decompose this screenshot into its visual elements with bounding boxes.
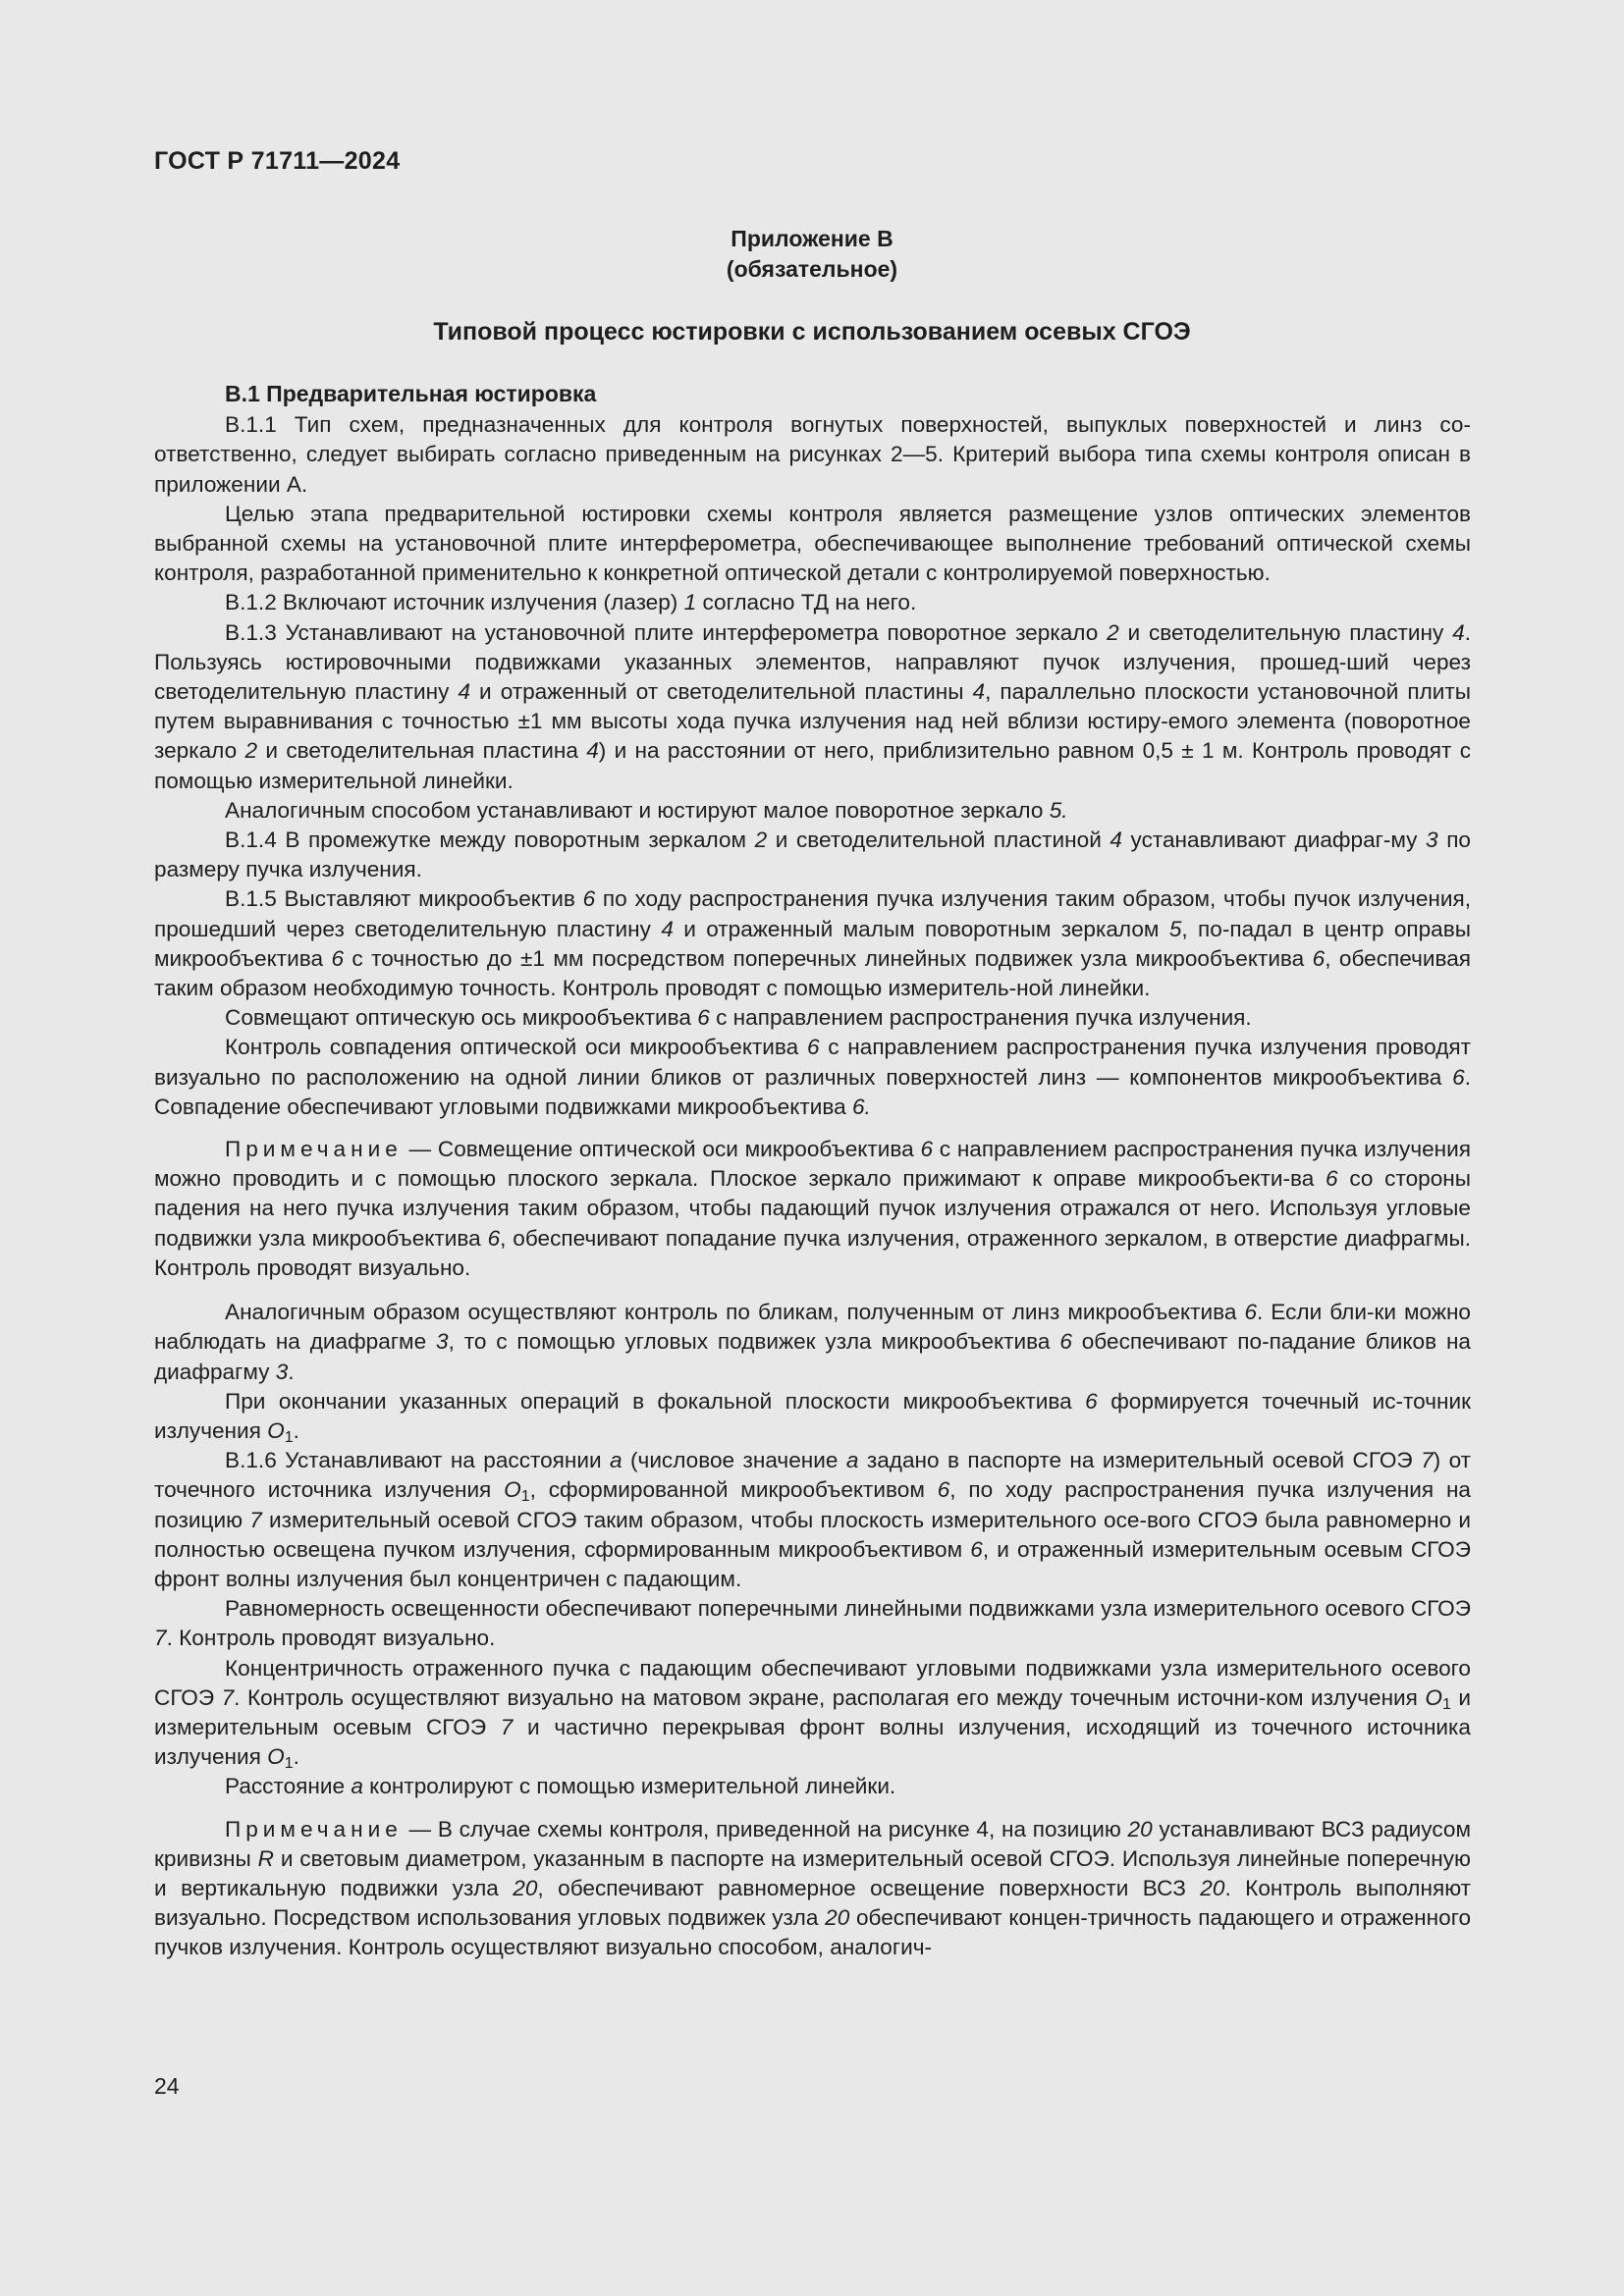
- paragraph-goal: Целью этапа предварительной юстировки схемы контроля является размещение узлов оптических элементов выбранной схемы на установочной плите интерферометра, обеспечивающее выполнение требований оптической схемы контроля, разработанной применительно к конкретной оптической детали с контролируемой поверхностью.: [154, 501, 1471, 586]
- paragraph-point-source: При окончании указанных операций в фокальной плоскости микрообъектива 6 формируется точечный ис-точник излучения $O_1$.: [154, 1388, 1471, 1446]
- paragraph-b-1-5: В.1.5 Выставляют микрообъектив 6 по ходу распространения пучка излучения таким образом, чтобы пучок излучения, прошедший через светоделительную пластину 4 и отраженный малым поворотным зеркалом 5, по-падал в центр оправы микрообъектива 6 с точностью до ±1 мм посредством поперечных линейных подвижек узла микрообъектива 6, обеспечивая таким образом необходимую точность. Контроль проводят с помощью измеритель-ной линейки.: [154, 886, 1472, 1001]
- paragraph-uniformity: Равномерность освещенности обеспечивают поперечными линейными подвижками узла измерительного осевого СГОЭ 7. Контроль проводят визуально.: [154, 1596, 1471, 1651]
- paragraph-distance-control: Расстояние a контролируют с помощью измерительной линейки.: [225, 1774, 896, 1799]
- paragraph-glare-control: Аналогичным образом осуществляют контроль по бликам, полученным от линз микрообъектива 6. Если бли-ки можно наблюдать на диафрагме 3, то с помощью угловых подвижек узла микрообъектива 6 обеспечивают по-падание бликов на диафрагму 3.: [154, 1300, 1471, 1384]
- paragraph-b-1-4: В.1.4 В промежутке между поворотным зеркалом 2 и светоделительной пластиной 4 устанавливают диафраг-му 3 по размеру пучка излучения.: [154, 828, 1471, 882]
- section-heading: В.1 Предварительная юстировка: [225, 381, 597, 406]
- appendix-heading: [0, 224, 1624, 285]
- paragraph-small-mirror: Аналогичным способом устанавливают и юстируют малое поворотное зеркало 5.: [225, 797, 1068, 823]
- appendix-title: Типовой процесс юстировки с использованием осевых СГОЭ: [433, 318, 1191, 346]
- paragraph-b-1-6: В.1.6 Устанавливают на расстоянии a (числовое значение a задано в паспорте на измерительный осевой СГОЭ 7) от точечного источника излучения $O_1$, сформированной микрообъективом 6, по ходу распространения пучка излучения на позицию 7 измерительный осевой СГОЭ таким образом, чтобы плоскость измерительного осе-вого СГОЭ была равномерно и полностью освещена пучком излучения, сформированным микрообъективом 6, и отраженный измерительным осевым СГОЭ фронт волны излучения был концентричен с падающим.: [154, 1448, 1471, 1591]
- note-figure-4: Примечание — В случае схемы контроля, приведенной на рисунке 4, на позицию 20 устанавливают ВСЗ радиусом кривизны R и световым диаметром, указанным в паспорте на измерительный осевой СГОЭ. Используя линейные поперечную и вертикальную подвижки узла 20, обеспечивают равномерное освещение поверхности ВСЗ 20. Контроль выполняют визуально. Посредством использования угловых подвижек узла 20 обеспечивают концен-тричность падающего и отраженного пучков излучения. Контроль осуществляют визуально способом, аналогич-: [154, 1816, 1472, 1960]
- page-number: 24: [154, 2073, 180, 2099]
- note-flat-mirror: Примечание — Совмещение оптической оси микрообъектива 6 с направлением распространения пучка излучения можно проводить и с помощью плоского зеркала. Плоское зеркало прижимают к оправе микрообъекти-ва 6 со стороны падения на него пучка излучения таким образом, чтобы падающий пучок излучения отражался от него. Используя угловые подвижки узла микрообъектива 6, обеспечивают попадание пучка излучения, отраженного зеркалом, в отверстие диафрагмы. Контроль проводят визуально.: [154, 1137, 1471, 1280]
- paragraph-b-1-3: В.1.3 Устанавливают на установочной плите интерферометра поворотное зеркало 2 и светоделительную пластину 4. Пользуясь юстировочными подвижками указанных элементов, направляют пучок излучения, прошед-ший через светоделительную пластину 4 и отраженный от светоделительной пластины 4, параллельно плоскости установочной плиты путем выравнивания с точностью ±1 мм высоты хода пучка излучения над ней вблизи юстиру-емого элемента (поворотное зеркало 2 и светоделительная пластина 4) и на расстоянии от него, приблизительно равном 0,5 ± 1 м. Контроль проводят с помощью измерительной линейки.: [154, 619, 1471, 793]
- paragraph-axis-alignment: Совмещают оптическую ось микрообъектива 6 с направлением распространения пучка излучения.: [225, 1005, 1252, 1031]
- appendix-status: (обязательное): [726, 256, 898, 282]
- paragraph-b-1-2: В.1.2 Включают источник излучения (лазер) 1 согласно ТД на него.: [225, 590, 917, 615]
- appendix-label: Приложение В: [731, 226, 893, 251]
- paragraph-b-1-1: В.1.1 Тип схем, предназначенных для контроля вогнутых поверхностей, выпуклых поверхностей и линз со-ответственно, следует выбирать согласно приведенным на рисунках 2—5. Критерий выбора типа схемы контроля описан в приложении А.: [154, 412, 1471, 497]
- paragraph-axis-control: Контроль совпадения оптической оси микрообъектива 6 с направлением распространения пучка излучения проводят визуально по расположению на одной линии бликов от различных поверхностей линз — компонентов микрообъектива 6. Совпадение обеспечивают угловыми подвижками микрообъектива 6.: [154, 1035, 1471, 1119]
- document-body: [154, 379, 1471, 1978]
- paragraph-concentricity: Концентричность отраженного пучка с падающим обеспечивают угловыми подвижками узла измерительного осевого СГОЭ 7. Контроль осуществляют визуально на матовом экране, располагая его между точечным источни-ком излучения $O_1$ и измерительным осевым СГОЭ 7 и частично перекрывая фронт волны излучения, исходящий из точечного источника излучения $O_1$.: [154, 1655, 1472, 1773]
- document-code-header: ГОСТ Р 71711—2024: [154, 147, 401, 175]
